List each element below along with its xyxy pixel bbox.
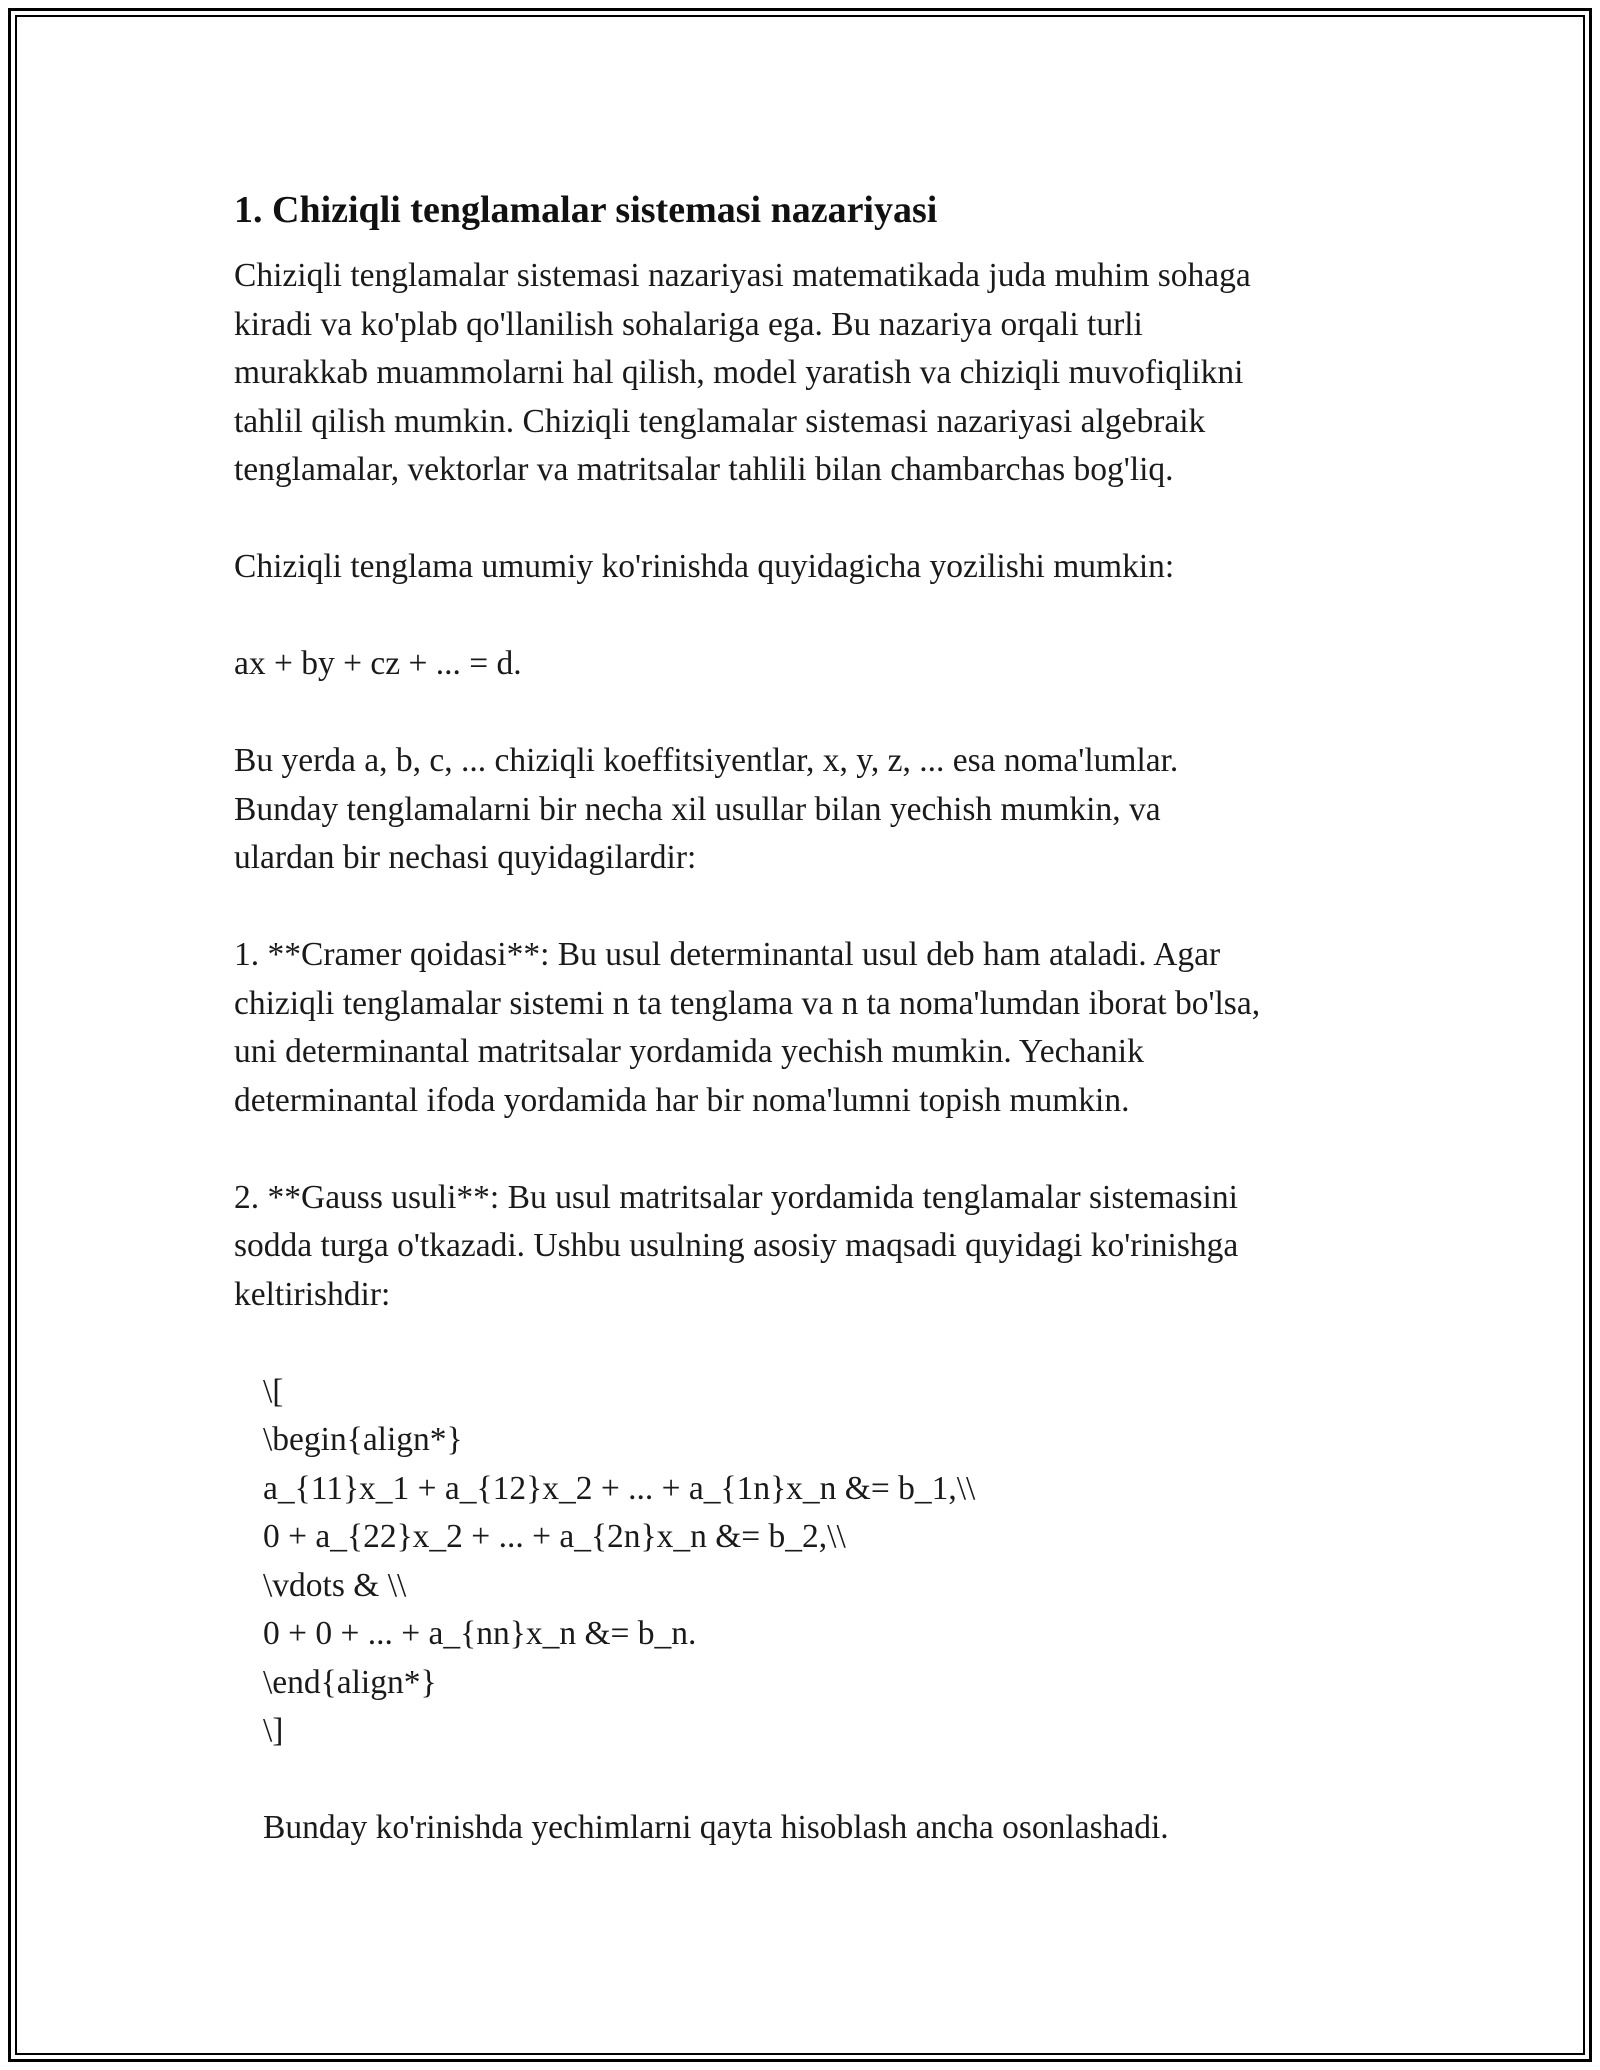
cramer-method-paragraph: 1. **Cramer qoidasi**: Bu usul determinantal usul deb ham ataladi. Agar chiziqli tenglamalar sistemi n ta tenglama va n ta noma'lumdan iborat bo'lsa, uni determinantal matritsalar yordamida yechish mumkin. Yechanik determinantal ifoda yordamida har bir noma'lumni topish mumkin. <box>234 936 1261 1119</box>
latex-equation-block: \[ \begin{align*} a_{11}x_1 + a_{12}x_2 + ... + a_{1n}x_n &= b_1,\\ 0 + a_{22}x_2 + ... + a_{2n}x_n &= b_2,\\ \vdots & \\ 0 + 0 + ... + a_{nn}x_n &= b_n. \end{align*} \] <box>263 1372 976 1749</box>
general-form-equation: ax + by + cz + ... = d. <box>234 645 522 682</box>
document-title: 1. Chiziqli tenglamalar sistemasi nazariyasi <box>234 189 938 231</box>
conclusion-paragraph: Bunday ko'rinishda yechimlarni qayta hisoblash ancha osonlashadi. <box>263 1809 1169 1846</box>
explanation-paragraph: Bu yerda a, b, c, ... chiziqli koeffitsiyentlar, x, y, z, ... esa noma'lumlar. Bunday tenglamalarni bir necha xil usullar bilan yechish mumkin, va ulardan bir nechasi quyidagilardir: <box>234 742 1179 876</box>
paragraph-gap <box>234 1756 1364 1805</box>
paragraph-gap <box>234 495 1364 544</box>
document-body <box>234 186 1364 1853</box>
general-form-intro: Chiziqli tenglama umumiy ko'rinishda quyidagicha yozilishi mumkin: <box>234 548 1175 585</box>
paragraph-gap <box>234 1319 1364 1368</box>
gauss-method-paragraph: 2. **Gauss usuli**: Bu usul matritsalar yordamida tenglamalar sistemasini sodda turga o'tkazadi. Ushbu usulning asosiy maqsadi quyidagi ko'rinishga keltirishdir: <box>234 1178 1239 1313</box>
paragraph-gap <box>234 1125 1364 1174</box>
paragraph-gap <box>234 689 1364 738</box>
paragraph-gap <box>234 592 1364 641</box>
paragraph-gap <box>234 883 1364 932</box>
intro-paragraph: Chiziqli tenglamalar sistemasi nazariyasi matematikada juda muhim sohaga kiradi va ko'plab qo'llanilish sohalariga ega. Bu nazariya orqali turli murakkab muammolarni hal qilish, model yaratish va chiziqli muvofiqlikni tahlil qilish mumkin. Chiziqli tenglamalar sistemasi nazariyasi algebraik tenglamalar, vektorlar va matritsalar tahlili bilan chambarchas bog'liq. <box>234 257 1251 488</box>
